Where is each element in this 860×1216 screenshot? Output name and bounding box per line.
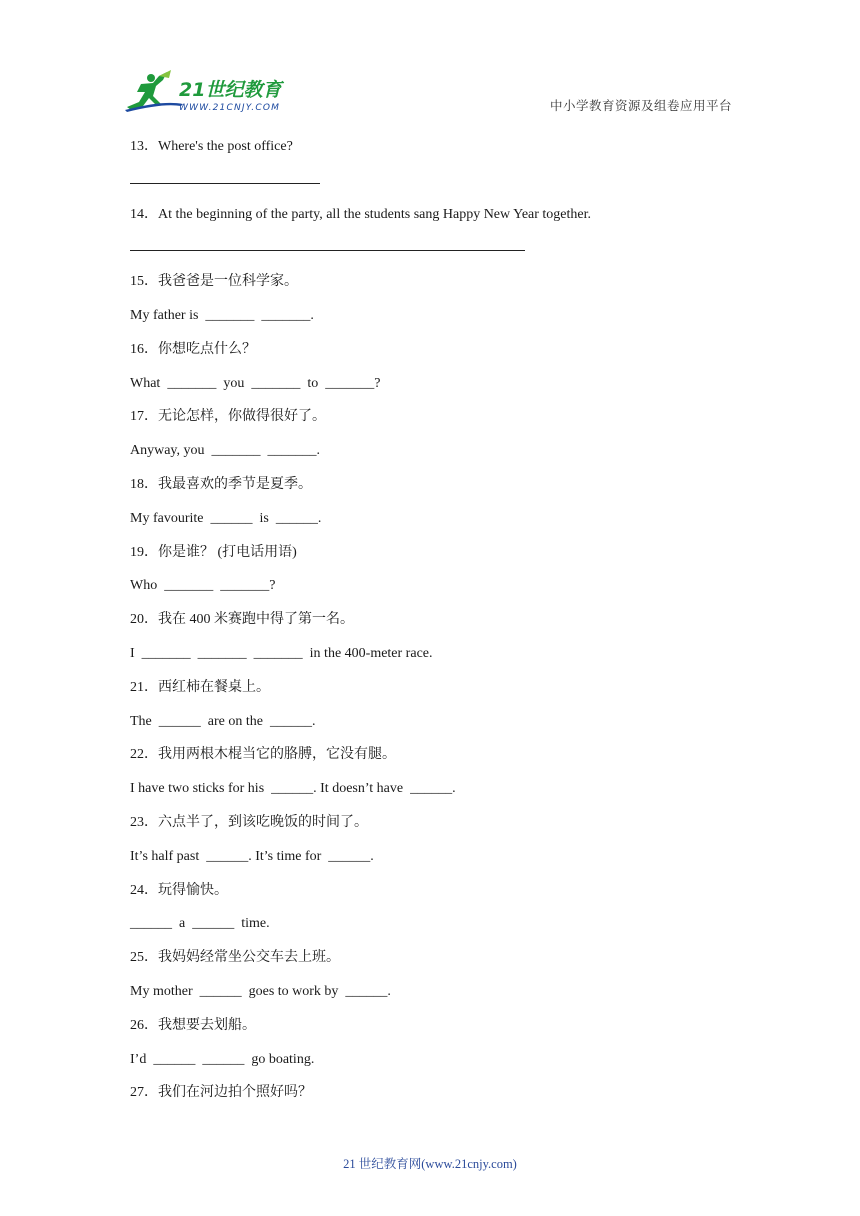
question-27: 27．我们在河边拍个照好吗？ (130, 1085, 312, 1101)
answer-26[interactable]: I’d ______ ______ go boating. (130, 1051, 315, 1067)
exercise-list (130, 137, 730, 1117)
answer-19[interactable]: Who _______ _______? (130, 578, 276, 594)
answer-line (130, 238, 525, 251)
answer-line (130, 171, 320, 184)
question-19: 19．你是谁？ (打电话用语) (130, 544, 297, 560)
question-26: 26．我想要去划船。 (130, 1017, 256, 1033)
answer-25[interactable]: My mother ______ goes to work by ______. (130, 983, 391, 999)
answer-blank-13[interactable] (130, 171, 730, 205)
answer-17[interactable]: Anyway, you _______ _______. (130, 443, 321, 459)
question-16: 16．你想吃点什么？ (130, 341, 256, 357)
answer-20[interactable]: I _______ _______ _______ in the 400-meter race. (130, 645, 433, 661)
answer-15[interactable]: My father is _______ _______. (130, 307, 314, 323)
answer-blank-14[interactable] (130, 238, 730, 272)
answer-21[interactable]: The ______ are on the ______. (130, 713, 316, 729)
platform-tagline: 中小学教育资源及组卷应用平台 (549, 98, 732, 113)
runner-logo-icon (123, 70, 288, 116)
answer-16[interactable]: What _______ you _______ to _______? (130, 375, 381, 391)
svg-text:WWW.21CNJY.COM: WWW.21CNJY.COM (179, 103, 281, 113)
question-23: 23．六点半了，到该吃晚饭的时间了。 (130, 814, 368, 830)
question-25: 25．我妈妈经常坐公交车去上班。 (130, 950, 340, 966)
answer-24[interactable]: ______ a ______ time. (130, 916, 270, 932)
page-footer: 21 世纪教育网(www.21cnjy.com) (343, 1157, 517, 1171)
question-13: 13．Where's the post office? (130, 139, 293, 154)
question-15: 15．我爸爸是一位科学家。 (130, 274, 298, 290)
answer-18[interactable]: My favourite ______ is ______. (130, 510, 322, 526)
answer-22[interactable]: I have two sticks for his ______. It doesn’t have ______. (130, 781, 456, 797)
answer-23[interactable]: It’s half past ______. It’s time for ______. (130, 848, 374, 864)
question-17: 17．无论怎样，你做得很好了。 (130, 409, 326, 425)
question-22: 22．我用两根木棍当它的胳膊，它没有腿。 (130, 747, 396, 763)
question-21: 21．西红柿在餐桌上。 (130, 679, 270, 695)
question-14: 14．At the beginning of the party, all the students sang Happy New Year together. (130, 206, 592, 222)
question-20: 20．我在 400 米赛跑中得了第一名。 (130, 612, 354, 628)
page-header (0, 0, 860, 125)
question-18: 18．我最喜欢的季节是夏季。 (130, 476, 312, 492)
logo (123, 70, 288, 116)
svg-text:21世纪教育: 21世纪教育 (179, 79, 282, 101)
question-24: 24．玩得愉快。 (130, 882, 228, 898)
